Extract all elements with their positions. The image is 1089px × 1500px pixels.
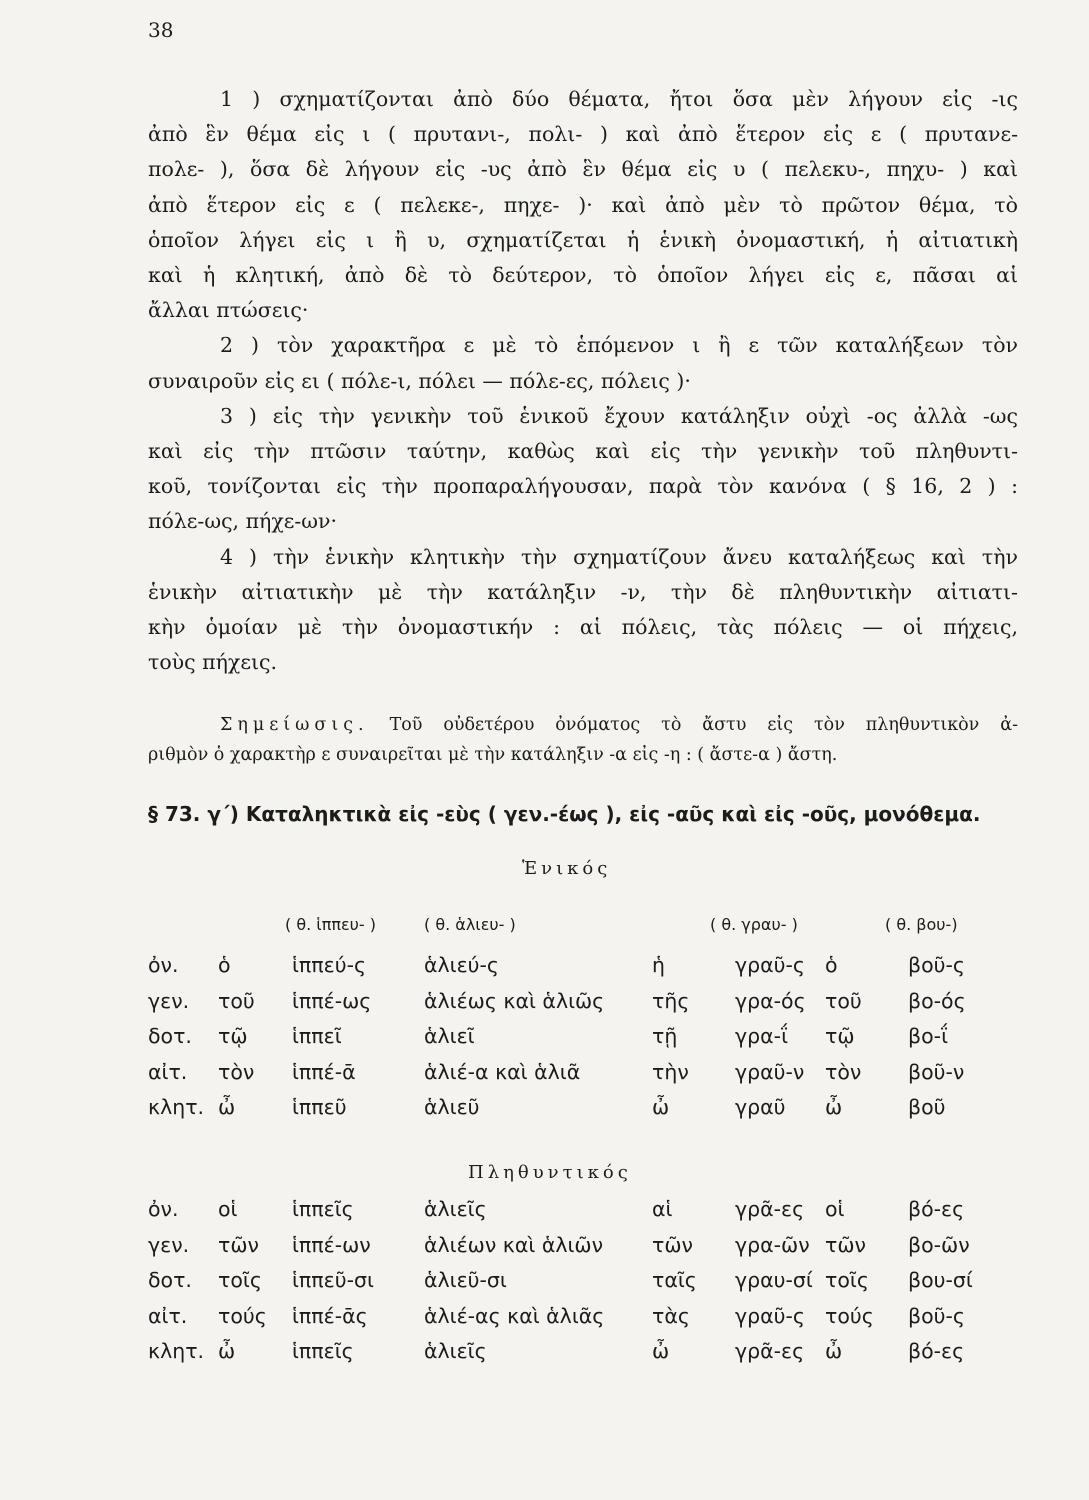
cell-art-m: τοῖς [218,1268,262,1292]
cell-hippeus: ἱππεῦ-σι [292,1268,374,1292]
theme-label: ( θ. ἱππευ- ) [285,915,376,934]
text-line: πόλε-ως, πήχε-ων· [148,509,338,534]
cell-bous: βοῦ-ν [908,1059,965,1084]
text-line: ἄλλαι πτώσεις· [148,298,309,323]
cell-hippeus: ἱππεῖς [292,1197,354,1221]
cell-art-m: τὸν [218,1059,255,1084]
cell-art-f: τῶν [652,1232,693,1257]
text-line: καὶ εἰς τὴν πτῶσιν ταύτην, καθὼς καὶ εἰς τὴν γενικὴν τοῦ πληθυντι- [148,439,1018,464]
cell-art-m2: οἱ [825,1197,845,1221]
cell-case: δοτ. [148,1024,192,1048]
cell-art-f: τὴν [652,1059,689,1084]
cell-bous: βο-ός [908,988,966,1013]
text-line: 1 ) σχηματίζονται ἀπὸ δύο θέματα, ἤτοι ὅσα μὲν λήγουν εἰς -ις [220,87,1018,111]
cell-art-m: τοῦ [218,988,255,1013]
cell-bous: βό-ες [908,1339,965,1363]
cell-graus: γρα-ΐ [735,1024,788,1048]
cell-art-m: οἱ [218,1197,238,1221]
cell-bous: βοῦ [908,1095,946,1119]
cell-art-f: τῆς [652,988,690,1013]
singular-title: Ἑνικός [522,858,612,879]
cell-hippeus: ἱππεύ-ς [292,953,366,977]
note-text: Τοῦ οὐδετέρου ὀνόματος τὸ ἄστυ εἰς τὸν πληθυντικὸν ἀ- [389,715,1018,735]
cell-case: αἰτ. [148,1059,188,1084]
cell-art-f: ὦ [652,1095,670,1119]
cell-art-m2: τῷ [825,1024,855,1048]
text-line: ἀπὸ ἓν θέμα εἰς ι ( πρυτανι-, πολι- ) καὶ ἀπὸ ἕτερον εἰς ε ( πρυτανε- [148,122,1018,147]
cell-halieus: ἁλιεῖς [424,1197,487,1221]
text-line: τοὺς πήχεις. [148,650,277,675]
cell-halieus: ἁλιεύ-ς [424,953,499,977]
cell-art-m2: ὦ [825,1339,843,1363]
cell-art-m2: τοῦ [825,988,862,1013]
cell-halieus: ἁλιεῦ-σι [424,1268,507,1292]
cell-hippeus: ἱππεῦ [292,1095,347,1119]
cell-hippeus: ἱππέ-ᾱ [292,1059,356,1084]
text-line: ἀπὸ ἕτερον εἰς ε ( πελεκε-, πηχε- )· καὶ ἀπὸ μὲν τὸ πρῶτον θέμα, τὸ [148,192,1018,217]
cell-graus: γραυ-σί [735,1268,813,1292]
cell-case: γεν. [148,1232,190,1257]
cell-art-m2: τὸν [825,1059,862,1084]
cell-art-m2: τῶν [825,1232,866,1257]
theme-label: ( θ. γραυ- ) [710,915,798,934]
cell-art-f: ταῖς [652,1268,697,1292]
cell-graus: γρᾶ-ες [735,1339,805,1363]
cell-case: γεν. [148,988,190,1013]
cell-art-m: τῷ [218,1024,248,1048]
note [148,710,1018,770]
section-heading: § 73. γ΄) Καταληκτικὰ εἰς -εὺς ( γεν.-έως ), εἰς -αῦς καὶ εἰς -οῦς, μονόθεμα. [148,802,981,826]
cell-halieus: ἁλιεῦ [424,1095,480,1119]
cell-bous: βου-σί [908,1268,973,1292]
text-line: κὴν ὁμοίαν μὲ τὴν ὀνομαστικήν : αἱ πόλεις, τὰς πόλεις — οἱ πήχεις, [148,615,1018,640]
cell-graus: γρα-ός [735,988,806,1013]
cell-case: ὀν. [148,1197,179,1221]
cell-halieus: ἁλιέων καὶ ἁλιῶν [424,1232,604,1257]
cell-bous: βοῦ-ς [908,1303,965,1328]
cell-art-f: αἱ [652,1197,673,1221]
cell-bous: βο-ῶν [908,1232,970,1257]
text-line: 3 ) εἰς τὴν γενικὴν τοῦ ἑνικοῦ ἔχουν κατάληξιν οὐχὶ -ος ἀλλὰ -ως [220,403,1018,428]
cell-art-m: ὁ [218,953,231,977]
text-line: συναιροῦν εἰς ει ( πόλε-ι, πόλει — πόλε-ες, πόλεις )· [148,368,691,393]
text-line: πολε- ), ὅσα δὲ λήγουν εἰς -υς ἀπὸ ἓν θέμα εἰς υ ( πελεκυ-, πηχυ- ) καὶ [148,157,1018,182]
text-line: ὁποῖον λήγει εἰς ι ἢ υ, σχηματίζεται ἡ ἑνικὴ ὀνομαστική, ἡ αἰτιατικὴ [148,227,1018,252]
theme-label: ( θ. βου-) [885,915,958,934]
text-line: 2 ) τὸν χαρακτῆρα ε μὲ τὸ ἑπόμενον ι ἢ ε τῶν καταλήξεων τὸν [220,333,1018,358]
cell-graus: γραῦ [735,1095,786,1119]
cell-art-m2: ὦ [825,1095,843,1119]
cell-hippeus: ἱππεῖς [292,1339,354,1363]
cell-art-f: τῇ [652,1024,678,1048]
cell-art-m2: ὁ [825,953,838,977]
cell-art-f: τὰς [652,1303,690,1328]
cell-case: αἰτ. [148,1303,188,1328]
body-text [148,82,1018,680]
cell-art-m2: τούς [825,1303,874,1328]
cell-case: ὀν. [148,953,179,977]
cell-art-f: ὦ [652,1339,670,1363]
cell-art-m2: τοῖς [825,1268,869,1292]
cell-halieus: ἁλιέως καὶ ἁλιῶς [424,988,605,1013]
cell-halieus: ἁλιέ-α καὶ ἁλιᾶ [424,1059,581,1084]
cell-art-m: ὦ [218,1339,236,1363]
cell-case: κλητ. [148,1095,205,1119]
text-line: 4 ) τὴν ἑνικὴν κλητικὴν τὴν σχηματίζουν ἄνευ καταλήξεως καὶ τὴν [220,544,1018,569]
cell-hippeus: ἱππέ-ᾱς [292,1303,368,1328]
cell-bous: βοῦ-ς [908,953,965,977]
cell-graus: γρα-ῶν [735,1232,810,1257]
cell-graus: γρᾶ-ες [735,1197,805,1221]
note-label: Σημείωσις. [220,715,369,735]
cell-hippeus: ἱππέ-ως [292,988,372,1013]
note-line [148,710,1018,740]
page-number: 38 [148,18,174,42]
plural-title: Πληθυντικός [468,1162,632,1183]
theme-label: ( θ. ἁλιευ- ) [424,915,516,934]
cell-halieus: ἁλιεῖς [424,1339,487,1363]
note-line: ριθμὸν ὁ χαρακτὴρ ε συναιρεῖται μὲ τὴν κατάληξιν -α εἰς -η : ( ἄστε-α ) ἄστη. [148,745,838,765]
cell-art-m: τούς [218,1303,267,1328]
cell-graus: γραῦ-ς [735,1303,805,1328]
text-line: κοῦ, τονίζονται εἰς τὴν προπαραλήγουσαν, παρὰ τὸν κανόνα ( § 16, 2 ) : [148,474,1018,499]
cell-hippeus: ἱππεῖ [292,1024,342,1048]
cell-graus: γραῦ-ν [735,1059,805,1084]
cell-halieus: ἁλιεῖ [424,1024,475,1048]
text-line: ἑνικὴν αἰτιατικὴν μὲ τὴν κατάληξιν -ν, τὴν δὲ πληθυντικὴν αἰτιατι- [148,579,1018,604]
cell-case: δοτ. [148,1268,192,1292]
cell-art-m: ὦ [218,1095,236,1119]
cell-case: κλητ. [148,1339,205,1363]
cell-bous: βο-ΐ [908,1024,948,1048]
cell-bous: βό-ες [908,1197,965,1221]
cell-art-f: ἡ [652,953,665,977]
cell-art-m: τῶν [218,1232,259,1257]
cell-graus: γραῦ-ς [735,953,805,977]
cell-hippeus: ἱππέ-ων [292,1232,371,1257]
cell-halieus: ἁλιέ-ας καὶ ἁλιᾶς [424,1303,605,1328]
text-line: καὶ ἡ κλητική, ἀπὸ δὲ τὸ δεύτερον, τὸ ὁποῖον λήγει εἰς ε, πᾶσαι αἱ [148,263,1018,288]
